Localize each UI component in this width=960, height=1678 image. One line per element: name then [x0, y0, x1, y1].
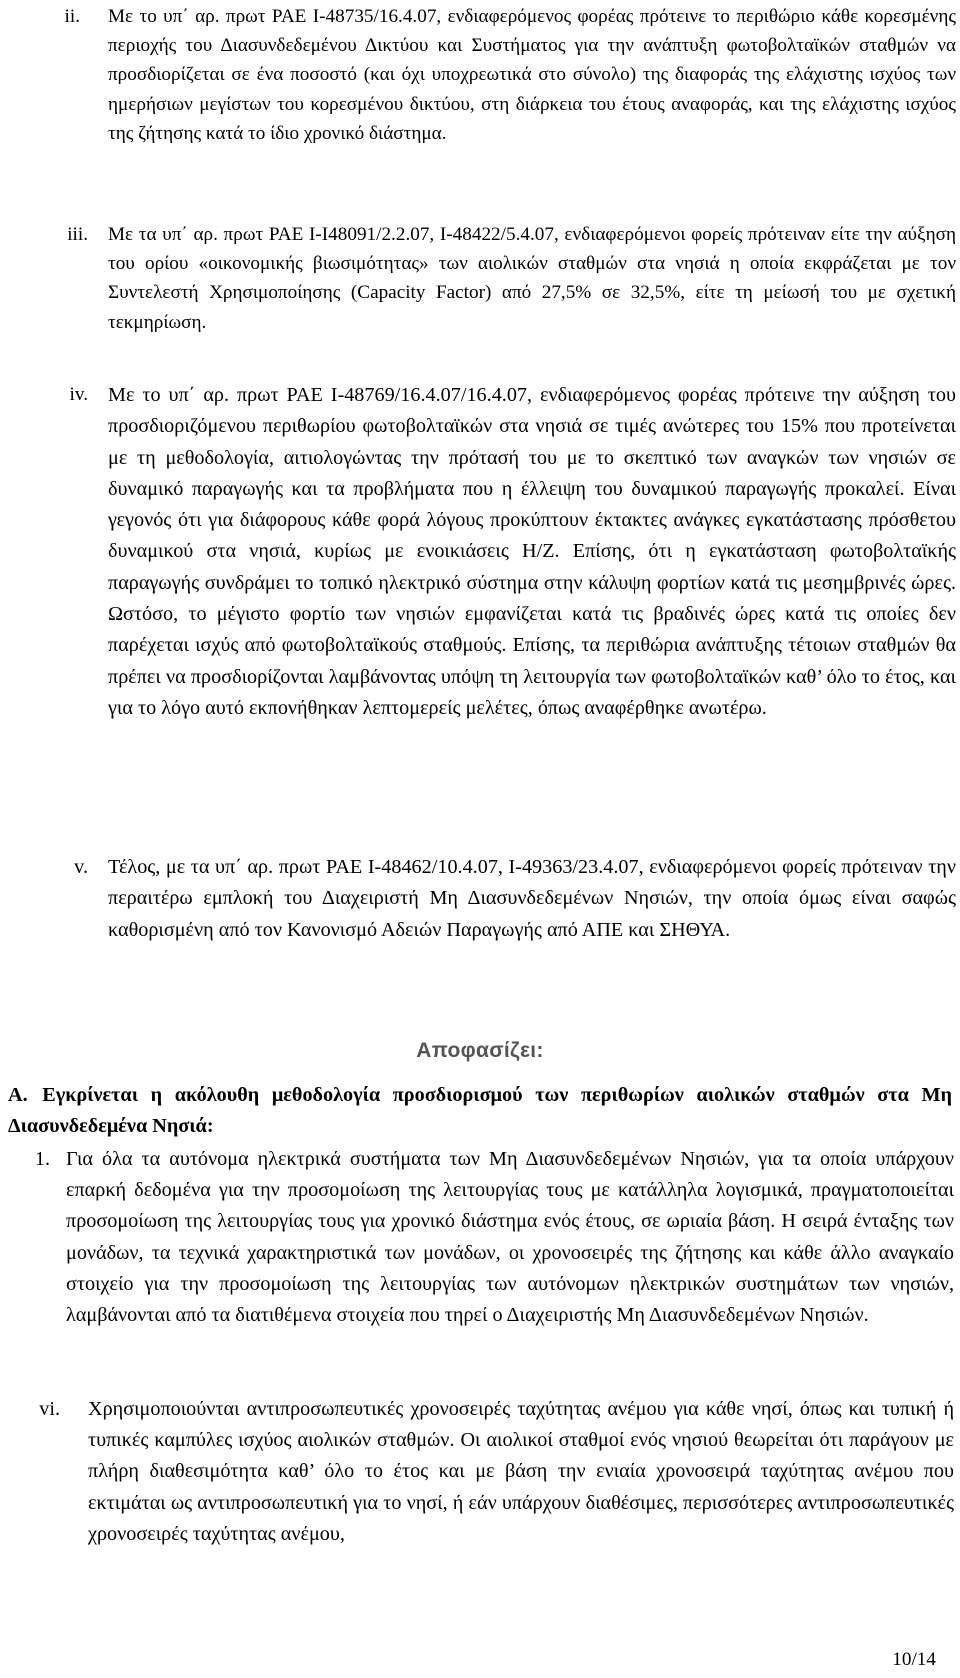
list-marker-iv: iv.	[69, 384, 88, 405]
list-item-v	[108, 852, 956, 946]
list-item-v-text: Τέλος, με τα υπ΄ αρ. πρωτ ΡΑΕ Ι-48462/10.4.07, Ι-49363/23.4.07, ενδιαφερόμενοι φορείς πρότειναν την περαιτέρω εμπλοκή του Διαχειριστή Μη Διασυνδεδεμένων Νησιών, την οποία όμως είναι σαφώς καθορισμένη από τον Κανονισμό Αδειών Παραγωγής από ΑΠΕ και ΣΗΘΥΑ.	[108, 856, 956, 941]
section-a-title: Εγκρίνεται η ακόλουθη μεθοδολογία προσδιορισμού των περιθωρίων αιολικών σταθμών στα Μη Διασυνδεδεμένα Νησιά:	[8, 1084, 952, 1138]
section-a-label: Α.	[8, 1084, 28, 1106]
list-item-ii	[108, 2, 956, 148]
list-item-1	[66, 1144, 954, 1331]
list-marker-ii: ii.	[64, 6, 80, 27]
list-marker-iii: iii.	[67, 224, 88, 245]
list-marker-v: v.	[74, 856, 88, 878]
list-item-iv	[108, 380, 956, 724]
list-item-iii-text: Με τα υπ΄ αρ. πρωτ ΡΑΕ Ι-Ι48091/2.2.07, Ι-48422/5.4.07, ενδιαφερόμενοι φορείς πρότειναν είτε την αύξηση του ορίου «οικονομικής βιωσιμότητας» των αιολικών σταθμών στα νησιά η οποία εκφράζεται με τον Συντελεστή Χρησιμοποίησης (Capacity Factor) από 27,5% σε 32,5%, είτε τη μείωσή του με σχετική τεκμηρίωση.	[108, 224, 956, 333]
list-marker-1: 1.	[34, 1148, 50, 1170]
list-marker-vi: vi.	[39, 1398, 60, 1420]
section-a	[8, 1080, 952, 1142]
page-number: 10/14	[892, 1648, 936, 1670]
list-item-vi	[88, 1394, 954, 1550]
list-item-ii-text: Με το υπ΄ αρ. πρωτ ΡΑΕ Ι-48735/16.4.07, ενδιαφερόμενος φορέας πρότεινε το περιθώριο κάθε κορεσμένης περιοχής του Διασυνδεδεμένου Δικτύου και Συστήματος για την ανάπτυξη φωτοβολταϊκών σταθμών να προσδιορίζεται σε ένα ποσοστό (και όχι υποχρεωτικά στο σύνολο) της διαφοράς της ελάχιστης ισχύος των ημερήσιων μεγίστων του κορεσμένου δικτύου, στη διάρκεια του έτους αναφοράς, και της ελάχιστης ισχύος της ζήτησης κατά το ίδιο χρονικό διάστημα.	[108, 6, 956, 144]
list-item-vi-text: Χρησιμοποιούνται αντιπροσωπευτικές χρονοσειρές ταχύτητας ανέμου για κάθε νησί, όπως και τυπική ή τυπικές καμπύλες ισχύος αιολικών σταθμών. Οι αιολικοί σταθμοί ενός νησιού θεωρείται ότι παράγουν με πλήρη διαθεσιμότητα καθ’ όλο το έτος και με βάση την ενιαία χρονοσειρά ταχύτητας ανέμου που εκτιμάται ως αντιπροσωπευτική για το νησί, ή εάν υπάρχουν διαθέσιμες, περισσότερες αντιπροσωπευτικές χρονοσειρές ταχύτητας ανέμου,	[88, 1398, 954, 1545]
list-item-iii	[108, 220, 956, 337]
decision-heading: Αποφασίζει:	[416, 1039, 544, 1062]
list-item-1-text: Για όλα τα αυτόνομα ηλεκτρικά συστήματα των Μη Διασυνδεδεμένων Νησιών, για τα οποία υπάρχουν επαρκή δεδομένα για την προσομοίωση της λειτουργίας τους με κατάλληλα λογισμικά, πραγματοποιείται προσομοίωση της λειτουργίας τους για χρονικό διάστημα ενός έτους, σε ωριαία βάση. Η σειρά ένταξης των μονάδων, τα τεχνικά χαρακτηριστικά των μονάδων, οι χρονοσειρές της ζήτησης και κάθε άλλο αναγκαίο στοιχείο για την προσομοίωση της λειτουργίας των αυτόνομων ηλεκτρικών συστημάτων των νησιών, λαμβάνονται από τα διατιθέμενα στοιχεία που τηρεί ο Διαχειριστής Μη Διασυνδεδεμένων Νησιών.	[66, 1148, 954, 1327]
list-item-iv-text: Με το υπ΄ αρ. πρωτ ΡΑΕ Ι-48769/16.4.07/16.4.07, ενδιαφερόμενος φορέας πρότεινε την αύξηση του προσδιοριζόμενου περιθωρίου φωτοβολταϊκών στα νησιά σε τιμές ανώτερες του 15% που προτείνεται με τη μεθοδολογία, αιτιολογώντας την πρότασή του με το σκεπτικό των αναγκών των νησιών σε δυναμικό παραγωγής και τα προβλήματα που η έλλειψη του δυναμικού παραγωγής προκαλεί. Είναι γεγονός ότι για διάφορους κάθε φορά λόγους προκύπτουν έκτακτες ανάγκες εγκατάστασης πρόσθετου δυναμικού στα νησιά, κυρίως με ενοικιάσεις Η/Ζ. Επίσης, ότι η εγκατάσταση φωτοβολταϊκής παραγωγής συνδράμει το τοπικό ηλεκτρικό σύστημα στην κάλυψη φορτίων κατά τις μεσημβρινές ώρες. Ωστόσο, το μέγιστο φορτίο των νησιών εμφανίζεται κατά τις βραδινές ώρες κατά τις οποίες δεν παρέχεται ισχύς από φωτοβολταϊκούς σταθμούς. Επίσης, τα περιθώρια ανάπτυξης τέτοιων σταθμών θα πρέπει να προσδιορίζονται λαμβάνοντας υπόψη τη λειτουργία των φωτοβολταϊκών καθ’ όλο το έτος, και για το λόγο αυτό εκπονήθηκαν λεπτομερείς μελέτες, όπως αναφέρθηκε ανωτέρω.	[108, 384, 956, 719]
